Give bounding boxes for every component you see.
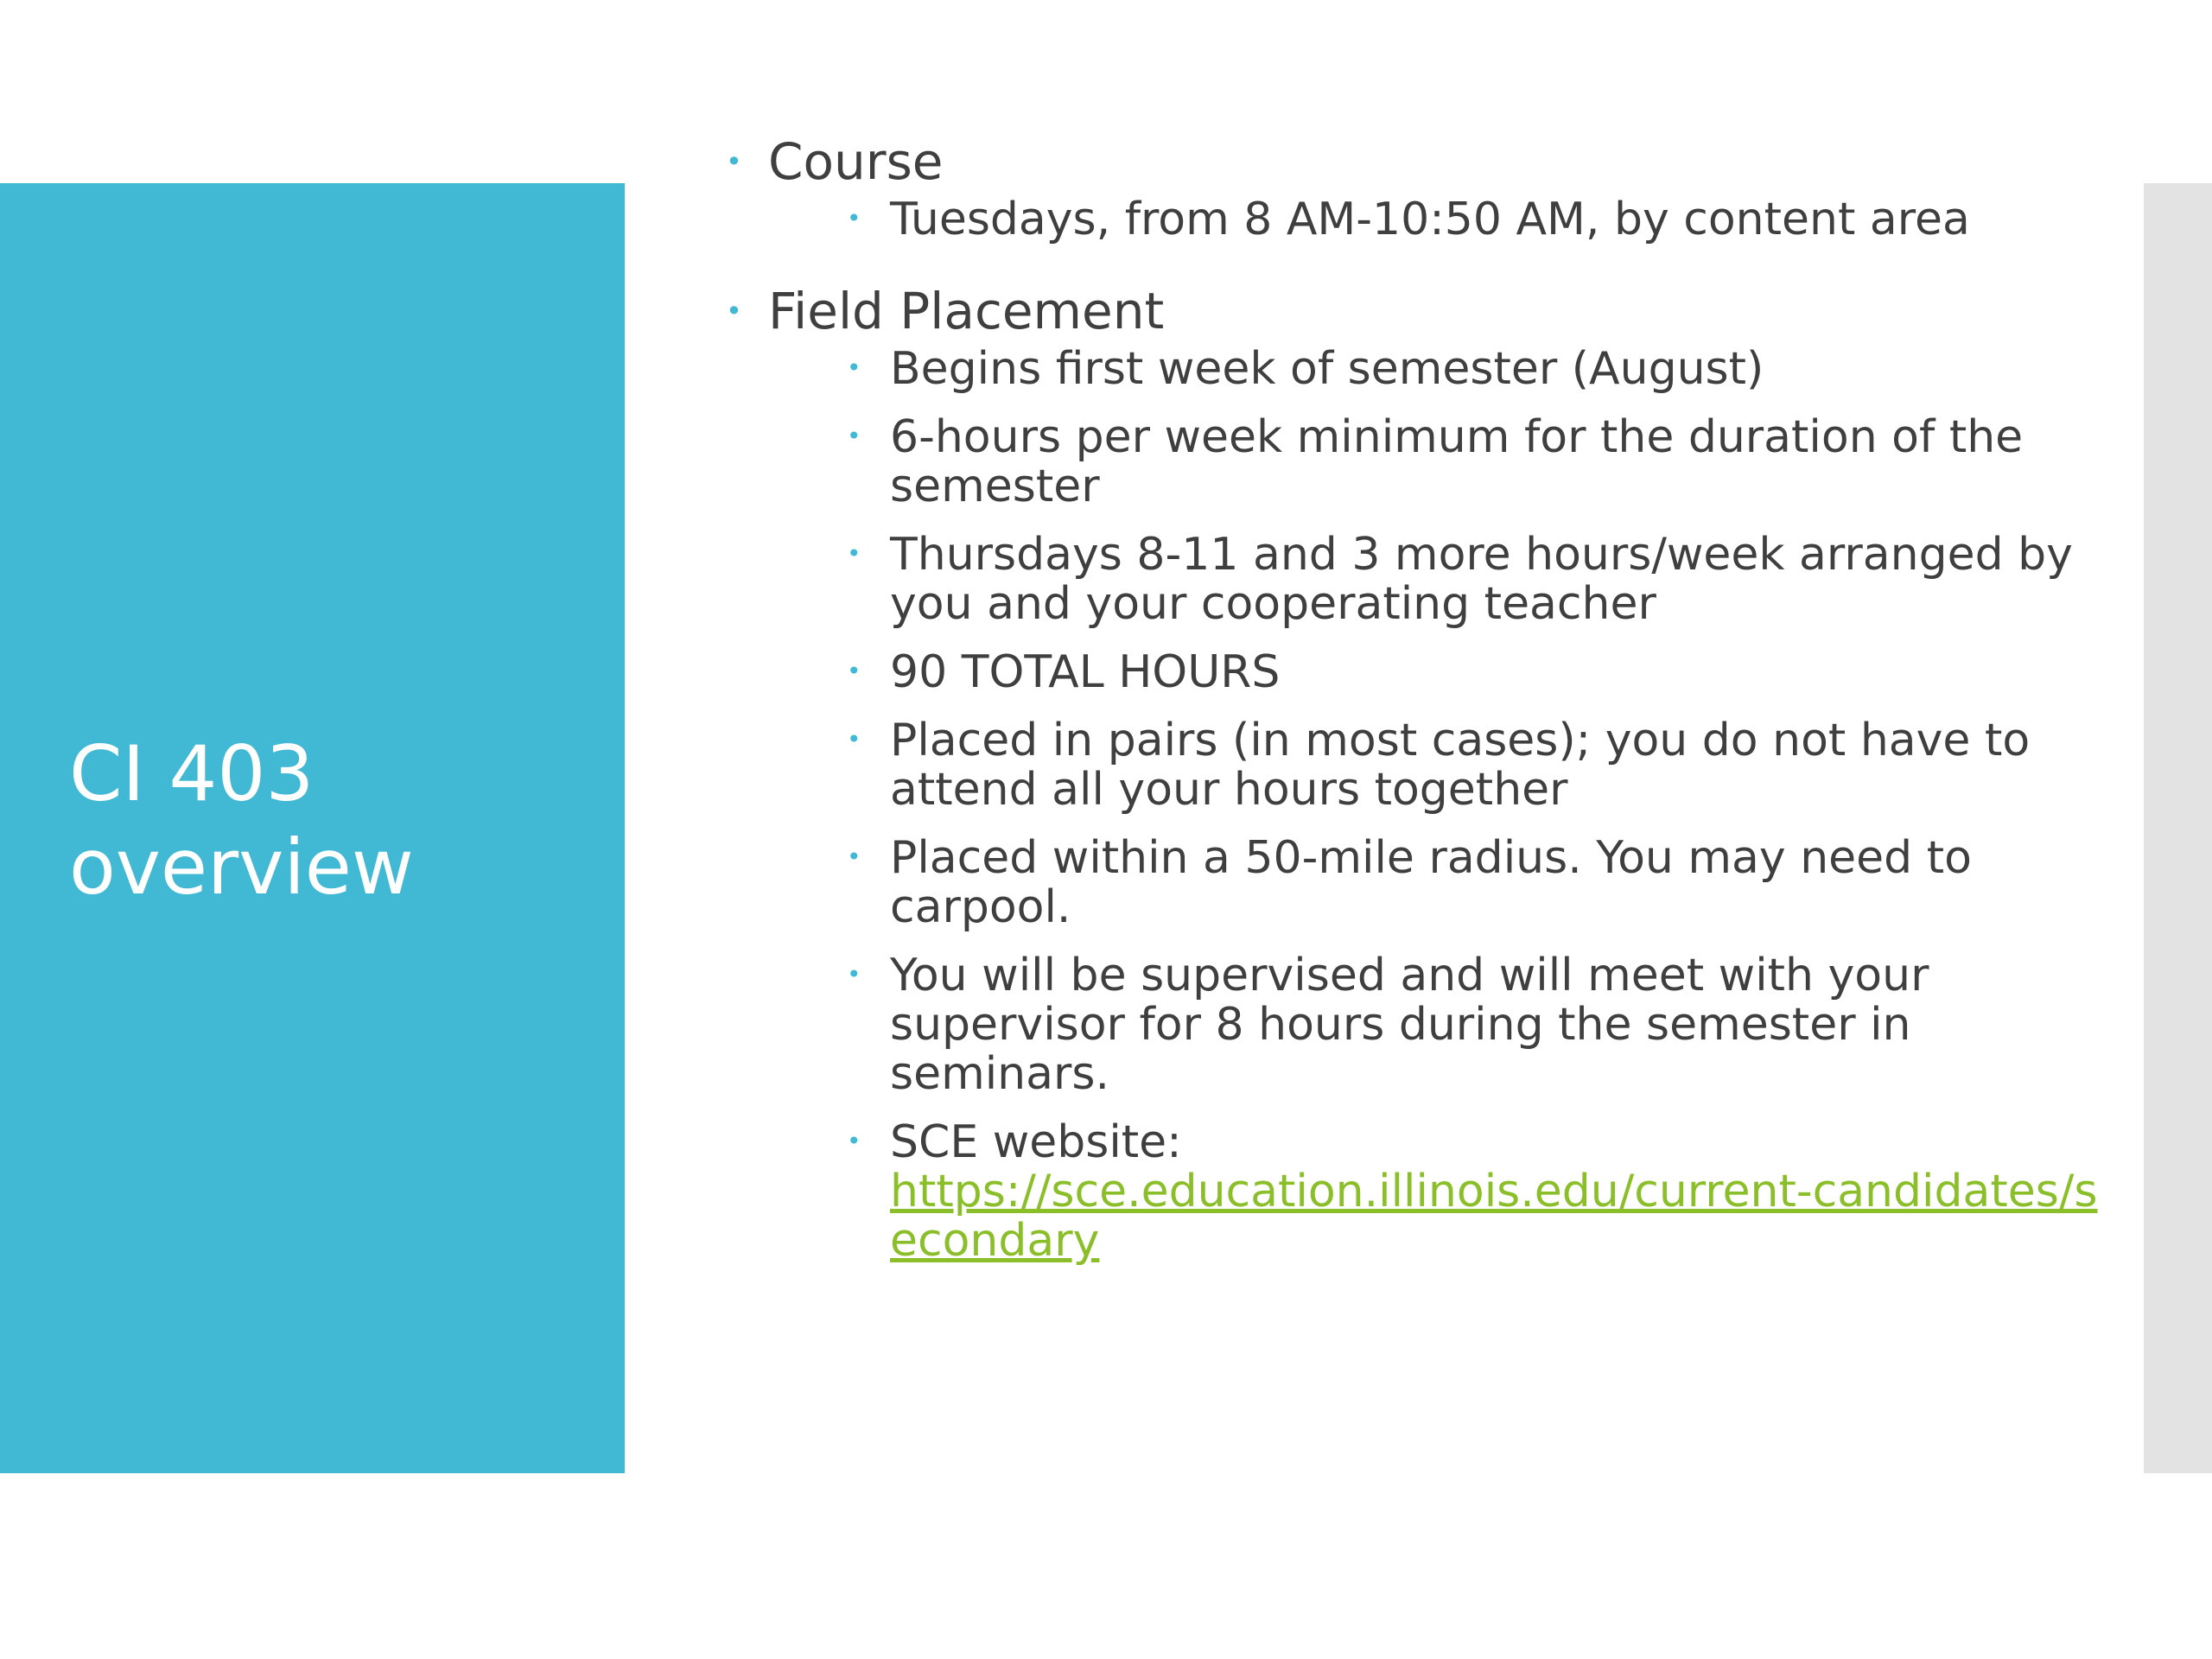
bullet-icon: •	[847, 539, 861, 568]
bullet-icon: •	[847, 1127, 861, 1155]
bullet-icon: •	[847, 842, 861, 871]
bullet-icon: •	[847, 422, 861, 450]
field-item: 6-hours per week minimum for the duration of the semester	[890, 411, 2024, 512]
sub-bullet	[709, 345, 2108, 394]
field-item: 90 TOTAL HOURS	[890, 646, 1281, 698]
sub-bullet	[709, 413, 2108, 512]
field-item: You will be supervised and will meet with your supervisor for 8 hours during the semester in seminars.	[890, 950, 1929, 1100]
sce-website-link[interactable]: https://sce.education.illinois.edu/current-candidates/secondary	[890, 1166, 2098, 1267]
sub-bullet	[709, 531, 2108, 629]
bullet-icon: •	[847, 657, 861, 685]
slide-title-line-1: CI 403	[69, 729, 315, 818]
field-item: Thursdays 8-11 and 3 more hours/week arranged by you and your cooperating teacher	[890, 529, 2073, 630]
sub-bullet	[709, 648, 2108, 697]
bullet-icon: •	[726, 145, 742, 178]
sub-bullet	[709, 951, 2108, 1099]
field-placement-heading: Field Placement	[768, 282, 1165, 340]
bullet-icon: •	[726, 295, 742, 327]
bullet-icon: •	[847, 960, 861, 988]
sub-bullet	[709, 716, 2108, 815]
course-item: Tuesdays, from 8 AM-10:50 AM, by content area	[890, 194, 1970, 245]
website-label: SCE website:	[890, 1116, 1182, 1168]
slide-title	[69, 728, 605, 914]
sub-bullet-website	[709, 1118, 2108, 1266]
field-item: Placed in pairs (in most cases); you do not have to attend all your hours together	[890, 715, 2031, 816]
field-item: Begins first week of semester (August)	[890, 343, 1764, 395]
sub-bullet	[709, 195, 2108, 245]
slide-title-line-2: overview	[69, 823, 414, 912]
bullet-field-placement	[709, 281, 2108, 341]
bullet-icon: •	[847, 204, 861, 232]
bullet-icon: •	[847, 353, 861, 382]
field-item: Placed within a 50-mile radius. You may need to carpool.	[890, 832, 1972, 933]
course-heading: Course	[768, 132, 944, 191]
bullet-icon: •	[847, 725, 861, 753]
bullet-course	[709, 131, 2108, 192]
right-accent-strip	[2144, 183, 2212, 1473]
bullet-content	[709, 131, 2108, 1266]
sub-bullet	[709, 834, 2108, 932]
